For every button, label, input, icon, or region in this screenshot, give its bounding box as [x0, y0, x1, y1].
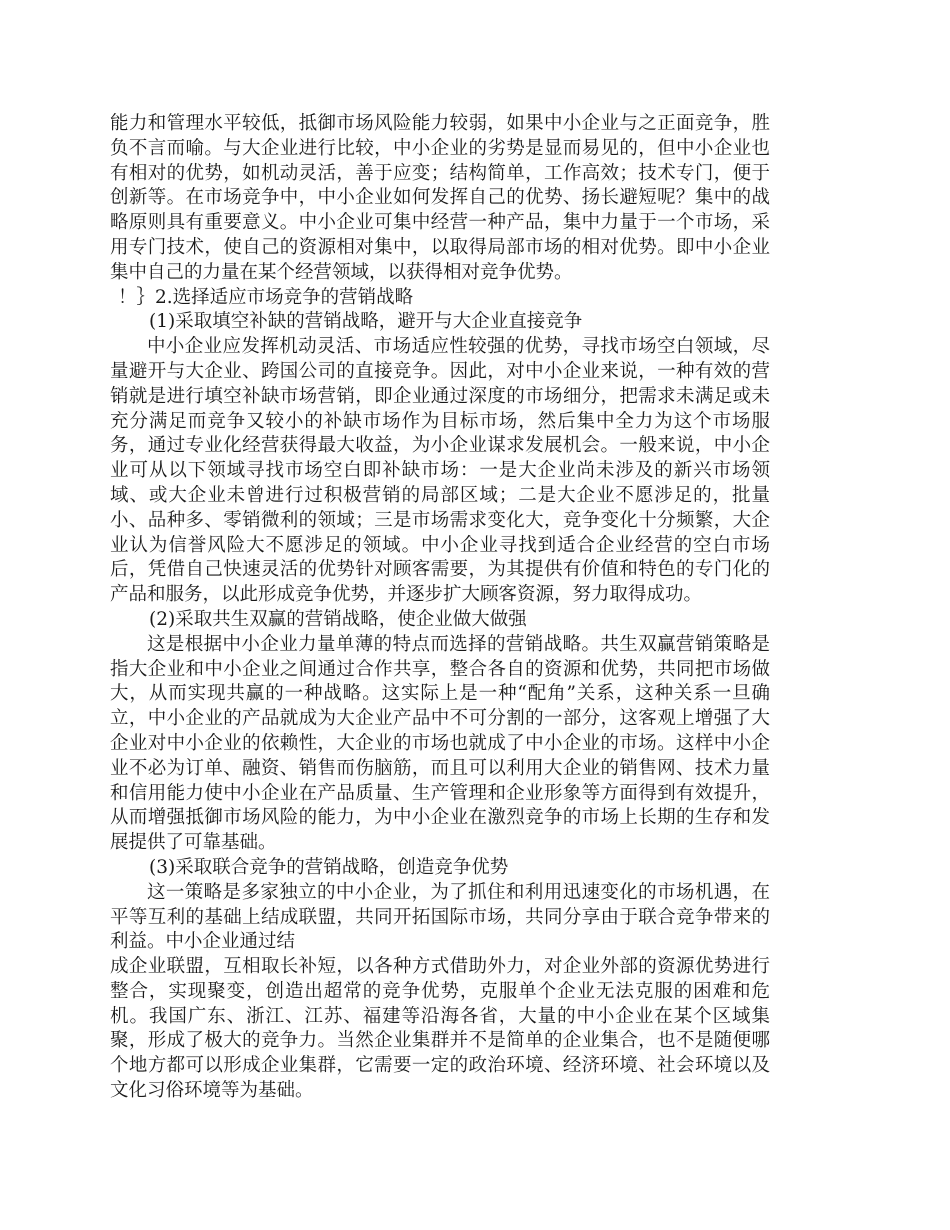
subsection-1-heading: (1)采取填空补缺的营销战略，避开与大企业直接竞争 — [149, 311, 583, 333]
section-2-heading: ！｝2.选择适应市场竞争的营销战略 — [118, 286, 414, 308]
subsection-1-body: 中小企业应发挥机动灵活、市场适应性较强的优势，寻找市场空白领域，尽量避开与大企业、跨国公司的直接竞争。因此，对中小企业来说，一种有效的营销就是进行填空补缺市场营销，即企业通过深度的市场细分，把需求未满足或未充分满足而竞争又较小的补缺市场作为目标市场，然后集中全力为这个市场服务，通过专业化经营获得最大收益，为小企业谋求发展机会。一般来说，中小企业可从以下领域寻找市场空白即补缺市场：一是大企业尚未涉及的新兴市场领域、或大企业未曾进行过积极营销的局部区域；二是大企业不愿涉足的，批量小、品种多、零销微利的领域；三是市场需求变化大，竞争变化十分频繁，大企业认为信誉风险大不愿涉足的领域。中小企业寻找到适合企业经营的空白市场后，凭借自己快速灵活的优势针对顾客需要，为其提供有价值和特色的专门化的产品和服务，以此形成竞争优势，并逐步扩大顾客资源，努力取得成功。 — [110, 336, 770, 606]
intro-paragraph: 能力和管理水平较低，抵御市场风险能力较弱，如果中小企业与之正面竞争，胜负不言而喻。与大企业进行比较，中小企业的劣势是显而易见的，但中小企业也有相对的优势，如机动灵活，善于应变；结构简单，工作高效；技术专门，便于创新等。在市场竞争中，中小企业如何发挥自己的优势、扬长避短呢？集中的战略原则具有重要意义。中小企业可集中经营一种产品，集中力量于一个市场，采用专门技术，使自己的资源相对集中，以取得局部市场的相对优势。即中小企业集中自己的力量在某个经营领域，以获得相对竞争优势。 — [110, 113, 770, 283]
subsection-2-body: 这是根据中小企业力量单薄的特点而选择的营销战略。共生双赢营销策略是指大企业和中小企业之间通过合作共享，整合各自的资源和优势，共同把市场做大，从而实现共赢的一种战略。这实际上是一种“配角”关系，这种关系一旦确立，中小企业的产品就成为大企业产品中不可分割的一部分，这客观上增强了大企业对中小企业的依赖性，大企业的市场也就成了中小企业的市场。这样中小企业不必为订单、融资、销售而伤脑筋，而且可以利用大企业的销售网、技术力量和信用能力使中小企业在产品质量、生产管理和企业形象等方面得到有效提升，从而增强抵御市场风险的能力，为中小企业在激烈竞争的市场上长期的生存和发展提供了可靠基础。 — [110, 633, 770, 854]
subsection-3-body-b: 成企业联盟，互相取长补短，以各种方式借助外力，对企业外部的资源优势进行整合，实现聚变，创造出超常的竞争优势，克服单个企业无法克服的困难和危机。我国广东、浙江、江苏、福建等沿海各省，大量的中小企业在某个区域集聚，形成了极大的竞争力。当然企业集群并不是简单的企业集合，也不是随便哪个地方都可以形成企业集群，它需要一定的政治环境、经济环境、社会环境以及文化习俗环境等为基础。 — [110, 956, 770, 1102]
subsection-3-body-a: 这一策略是多家独立的中小企业，为了抓住和利用迅速变化的市场机遇，在平等互利的基础上结成联盟，共同开拓国际市场，共同分享由于联合竞争带来的利益。中小企业通过结 — [110, 881, 770, 953]
document-page — [110, 112, 770, 1104]
subsection-3-heading: (3)采取联合竞争的营销战略，创造竞争优势 — [149, 856, 509, 878]
subsection-2-heading: (2)采取共生双赢的营销战略，使企业做大做强 — [149, 608, 527, 630]
